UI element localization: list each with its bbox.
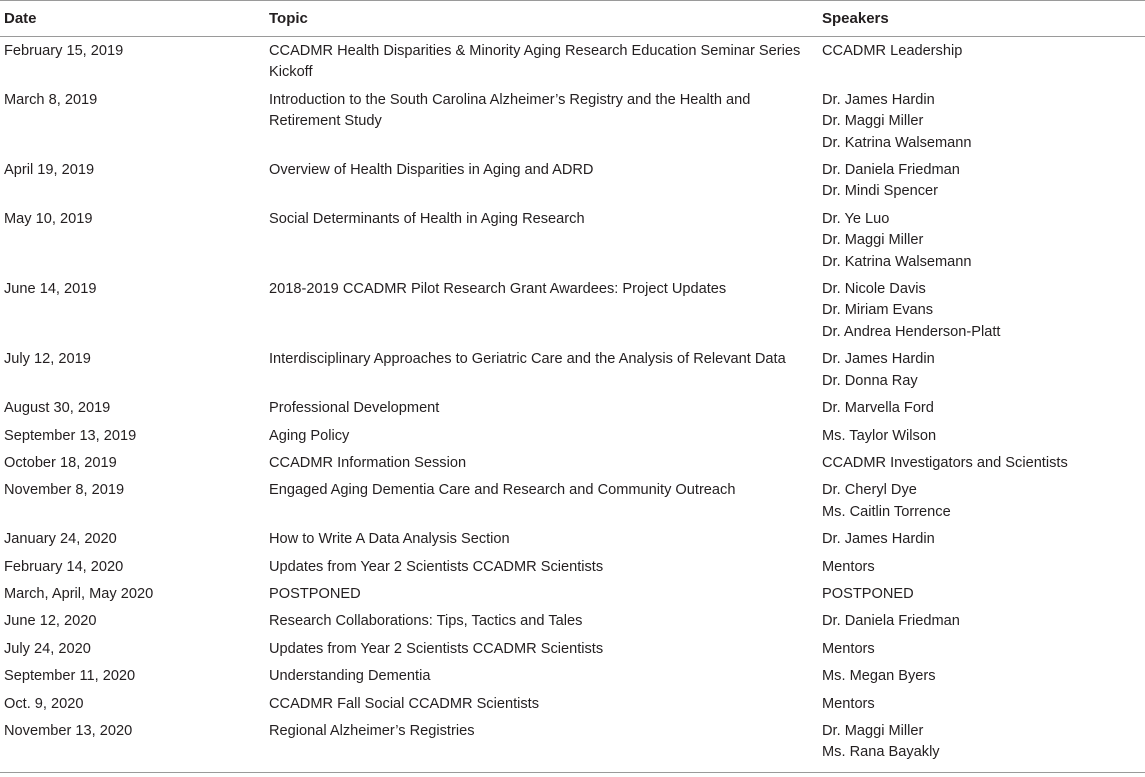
speaker-name: Dr. Donna Ray xyxy=(822,372,918,389)
row-date: April 19, 2019 xyxy=(4,162,95,179)
speaker-name: Dr. Marvella Ford xyxy=(822,400,934,417)
table-row xyxy=(0,156,1145,205)
table-row xyxy=(0,394,1145,421)
row-date: February 14, 2020 xyxy=(4,558,124,575)
speaker-name: Dr. Daniela Friedman xyxy=(822,162,960,179)
table-row xyxy=(0,449,1145,476)
table-row xyxy=(0,422,1145,449)
speaker-name: Dr. Daniela Friedman xyxy=(822,613,960,630)
speaker-name: Ms. Caitlin Torrence xyxy=(822,503,951,520)
row-topic: Introduction to the South Carolina Alzheimer’s Registry and the Health and Retirement Study xyxy=(269,91,751,130)
row-topic: Research Collaborations: Tips, Tactics and Tales xyxy=(269,613,583,630)
table-row xyxy=(0,607,1145,634)
speaker-name: Dr. Mindi Spencer xyxy=(822,183,938,200)
row-speakers xyxy=(818,205,1145,275)
row-topic: CCADMR Health Disparities & Minority Aging Research Education Seminar Series Kickoff xyxy=(269,43,801,81)
speaker-name: CCADMR Leadership xyxy=(822,43,963,59)
row-date: January 24, 2020 xyxy=(4,531,117,548)
row-topic: Aging Policy xyxy=(269,427,350,444)
row-date: September 13, 2019 xyxy=(4,427,137,444)
speaker-name: Dr. Ye Luo xyxy=(822,210,890,227)
speaker-name: Dr. James Hardin xyxy=(822,531,935,548)
row-date: November 8, 2019 xyxy=(4,482,125,499)
row-speakers xyxy=(818,449,1145,476)
row-topic: Updates from Year 2 Scientists CCADMR Scientists xyxy=(269,558,604,575)
row-speakers xyxy=(818,156,1145,205)
row-date: July 24, 2020 xyxy=(4,640,91,657)
row-topic: POSTPONED xyxy=(269,585,361,602)
speaker-name: Mentors xyxy=(822,695,875,712)
row-topic: Engaged Aging Dementia Care and Research and Community Outreach xyxy=(269,482,736,499)
speaker-name: Dr. James Hardin xyxy=(822,351,935,368)
table-row xyxy=(0,37,1145,86)
speaker-name: Dr. Nicole Davis xyxy=(822,281,926,298)
speaker-name: Mentors xyxy=(822,640,875,657)
row-speakers xyxy=(818,662,1145,689)
speaker-name: Dr. Katrina Walsemann xyxy=(822,253,972,270)
row-topic: Overview of Health Disparities in Aging and ADRD xyxy=(269,162,594,179)
row-date: October 18, 2019 xyxy=(4,454,117,471)
speaker-name: Dr. James Hardin xyxy=(822,91,935,108)
row-topic: 2018-2019 CCADMR Pilot Research Grant Awardees: Project Updates xyxy=(269,281,727,298)
table-row xyxy=(0,553,1145,580)
row-speakers xyxy=(818,275,1145,345)
row-date: September 11, 2020 xyxy=(4,668,136,685)
row-date: March, April, May 2020 xyxy=(4,585,154,602)
table-row xyxy=(0,525,1145,552)
speaker-name: POSTPONED xyxy=(822,585,914,602)
speaker-name: CCADMR Investigators and Scientists xyxy=(822,454,1068,471)
table-row xyxy=(0,635,1145,662)
row-date: May 10, 2019 xyxy=(4,210,93,227)
speaker-name: Dr. Cheryl Dye xyxy=(822,482,917,499)
row-topic: CCADMR Information Session xyxy=(269,454,467,471)
table-row xyxy=(0,86,1145,156)
row-topic: Professional Development xyxy=(269,400,440,417)
row-topic: Interdisciplinary Approaches to Geriatric Care and the Analysis of Relevant Data xyxy=(269,351,786,368)
row-topic: How to Write A Data Analysis Section xyxy=(269,531,510,548)
header-speakers: Speakers xyxy=(822,10,889,27)
row-date: July 12, 2019 xyxy=(4,351,91,368)
header-row xyxy=(0,1,1145,37)
speaker-name: Dr. Maggi Miller xyxy=(822,232,924,249)
speaker-name: Ms. Rana Bayakly xyxy=(822,744,940,761)
row-speakers xyxy=(818,345,1145,394)
table-body xyxy=(0,37,1145,773)
row-date: February 15, 2019 xyxy=(4,43,124,59)
row-speakers xyxy=(818,717,1145,772)
speaker-name: Dr. Miriam Evans xyxy=(822,302,934,319)
row-speakers xyxy=(818,422,1145,449)
row-date: June 12, 2020 xyxy=(4,613,97,630)
header-date: Date xyxy=(4,10,37,27)
row-date: March 8, 2019 xyxy=(4,91,98,108)
speaker-name: Dr. Andrea Henderson-Platt xyxy=(822,323,1001,340)
table-row xyxy=(0,476,1145,525)
row-speakers xyxy=(818,607,1145,634)
row-topic: Understanding Dementia xyxy=(269,668,431,685)
header-topic: Topic xyxy=(269,10,308,27)
row-speakers xyxy=(818,37,1145,86)
row-speakers xyxy=(818,394,1145,421)
speaker-name: Dr. Maggi Miller xyxy=(822,113,924,130)
table-row xyxy=(0,205,1145,275)
speaker-name: Ms. Megan Byers xyxy=(822,668,936,685)
speaker-name: Dr. Maggi Miller xyxy=(822,722,924,739)
row-date: Oct. 9, 2020 xyxy=(4,695,84,712)
row-date: June 14, 2019 xyxy=(4,281,97,298)
table-header xyxy=(0,1,1145,37)
table-row xyxy=(0,345,1145,394)
speaker-name: Ms. Taylor Wilson xyxy=(822,427,937,444)
table-row xyxy=(0,662,1145,689)
row-topic: Updates from Year 2 Scientists CCADMR Scientists xyxy=(269,640,604,657)
row-date: August 30, 2019 xyxy=(4,400,111,417)
table-row xyxy=(0,275,1145,345)
row-speakers xyxy=(818,476,1145,525)
row-topic: Social Determinants of Health in Aging Research xyxy=(269,210,585,227)
row-date: November 13, 2020 xyxy=(4,722,133,739)
table-row xyxy=(0,717,1145,772)
row-speakers xyxy=(818,690,1145,717)
table-row xyxy=(0,580,1145,607)
speaker-name: Dr. Katrina Walsemann xyxy=(822,134,972,151)
row-speakers xyxy=(818,525,1145,552)
row-speakers xyxy=(818,553,1145,580)
row-topic: CCADMR Fall Social CCADMR Scientists xyxy=(269,695,540,712)
row-speakers xyxy=(818,580,1145,607)
row-speakers xyxy=(818,635,1145,662)
speaker-name: Mentors xyxy=(822,558,875,575)
row-topic: Regional Alzheimer’s Registries xyxy=(269,722,475,739)
row-speakers xyxy=(818,86,1145,156)
table-row xyxy=(0,690,1145,717)
